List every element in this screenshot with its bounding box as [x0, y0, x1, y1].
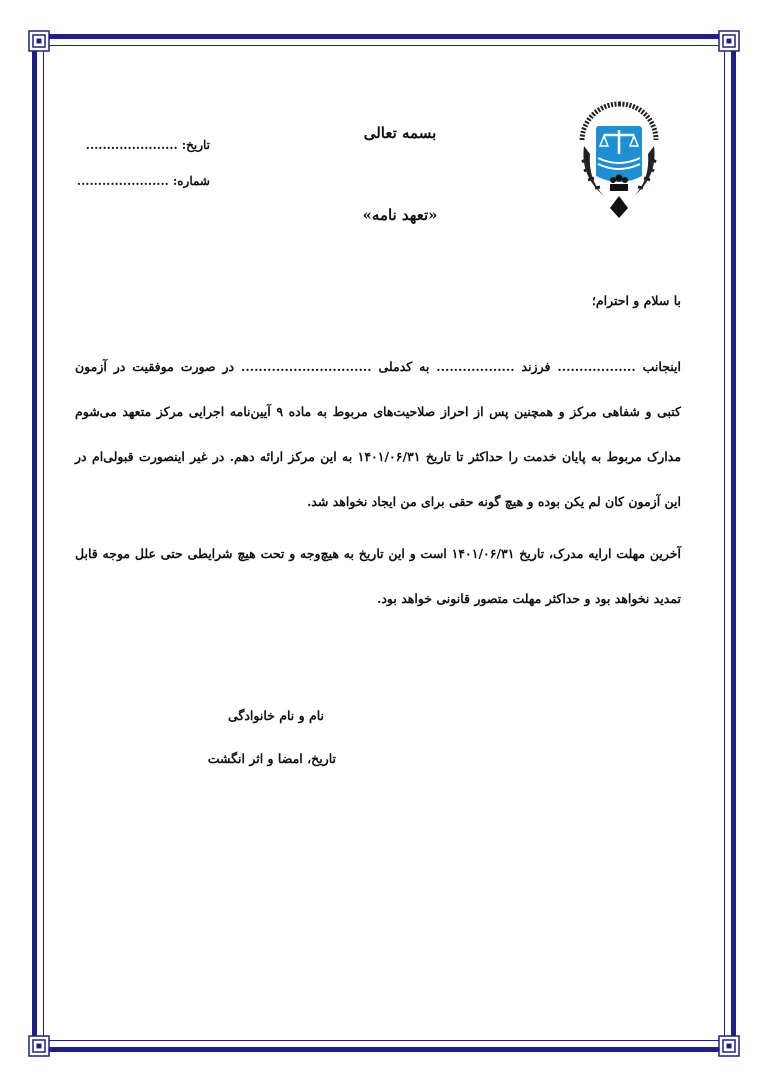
number-label: شماره:: [172, 174, 210, 188]
corner-ornament-icon: [28, 30, 50, 52]
date-label: تاریخ:: [181, 138, 210, 152]
number-value: ......................: [76, 174, 169, 188]
number-field: [76, 174, 210, 188]
deadline-paragraph: آخرین مهلت ارایه مدرک، تاریخ ۱۴۰۱/۰۶/۳۱ است و این تاریخ به هیچ‌وجه و تحت هیچ شرایطی حتی علل موجه قابل تمدید نخواهد بود و حداکثر مهلت متصور قانونی خواهد بود.: [75, 546, 681, 606]
greeting: با سلام و احترام؛: [591, 293, 681, 308]
date-field: [85, 138, 210, 152]
date-value: ......................: [85, 138, 178, 152]
signature-name-label: نام و نام خانوادگی: [227, 708, 324, 723]
corner-ornament-icon: [28, 1035, 50, 1057]
scales-of-justice-emblem-icon: [574, 96, 664, 226]
commitment-paragraph: اینجانب .................. فرزند .................. به کدملی .............................. در صورت موفقیت در آزمون کتبی و شفاهی مرکز و همچنین پس از احراز صلاحیت‌های مربوط به ماده ۹ آیین‌نامه اجرایی مرکز متعهد می‌شوم مدارک مربوط به پایان خدمت را حداکثر تا تاریخ ۱۴۰۱/۰۶/۳۱ به این مرکز ارائه دهم. در غیر اینصورت قبولی‌ام در این آزمون کان لم یکن بوده و هیچ گونه حقی برای من ایجاد نخواهد شد.: [75, 359, 682, 509]
corner-ornament-icon: [718, 30, 740, 52]
basmala-heading: بسمه تعالی: [363, 124, 437, 142]
corner-ornament-icon: [718, 1035, 740, 1057]
signature-date-label: تاریخ، امضا و اثر انگشت: [207, 751, 336, 766]
page-title: «تعهد نامه»: [362, 206, 438, 224]
